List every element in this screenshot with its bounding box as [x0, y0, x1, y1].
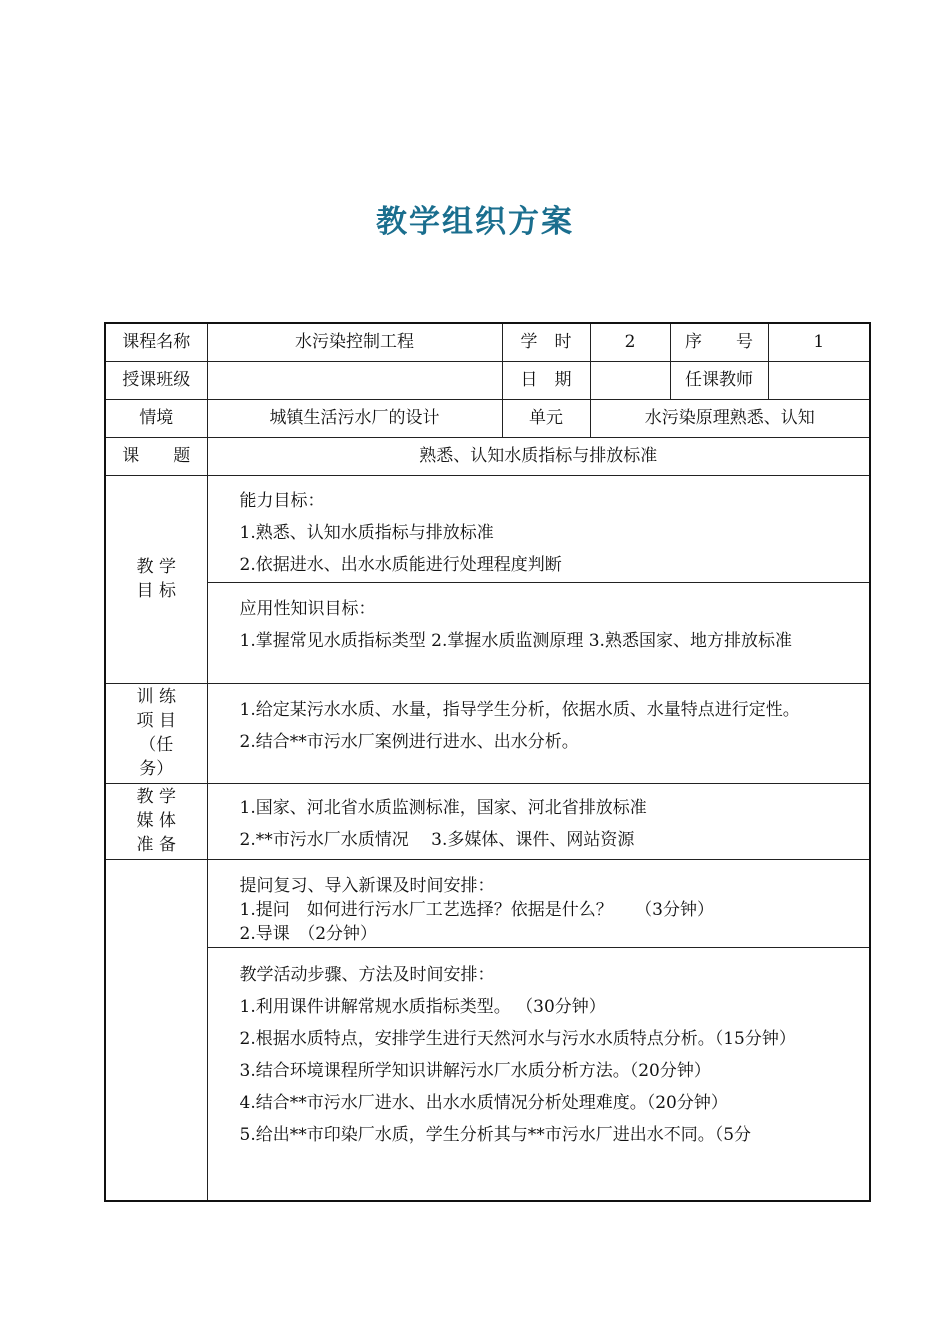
media-label	[105, 783, 207, 859]
teacher-label: 任课教师	[670, 361, 768, 399]
knowledge-goals-row	[105, 582, 870, 683]
training-row	[105, 683, 870, 783]
course-row	[105, 323, 870, 361]
training-item: 2.结合**市污水厂案例进行进水、出水分析。	[239, 731, 579, 752]
topic-value: 熟悉、认知水质指标与排放标准	[207, 437, 870, 475]
knowledge-goals-cell	[207, 582, 870, 683]
training-cell	[207, 683, 870, 783]
scenario-label: 情境	[105, 399, 207, 437]
topic-label: 课 题	[105, 437, 207, 475]
media-cell	[207, 783, 870, 859]
ability-goal-item: 2.依据进水、出水水质能进行处理程度判断	[239, 554, 562, 575]
ability-goal-item: 1.熟悉、认知水质指标与排放标准	[239, 522, 494, 543]
ability-goals-heading: 能力目标：	[239, 490, 325, 511]
date-label: 日 期	[502, 361, 590, 399]
training-label	[105, 683, 207, 783]
class-label: 授课班级	[105, 361, 207, 399]
lesson-plan-table	[104, 322, 871, 1202]
activities-heading: 教学活动步骤、方法及时间安排：	[239, 964, 495, 985]
hours-label: 学 时	[502, 323, 590, 361]
training-label-line: （任	[139, 735, 174, 755]
unit-value: 水污染原理熟悉、认知	[590, 399, 870, 437]
teaching-goals-label-line: 教 学	[136, 557, 176, 577]
activity-item: 5.给出**市印染厂水质，学生分析其与**市污水厂进出水不同。（5分	[239, 1124, 752, 1145]
process-label	[105, 859, 207, 1201]
media-item: 1.国家、河北省水质监测标准，国家、河北省排放标准	[239, 797, 647, 818]
date-value	[590, 361, 670, 399]
hours-value: 2	[590, 323, 670, 361]
activity-item: 4.结合**市污水厂进水、出水水质情况分析处理难度。（20分钟）	[239, 1092, 728, 1113]
knowledge-goals-heading: 应用性知识目标：	[239, 598, 376, 619]
ability-goals-row	[105, 475, 870, 582]
media-label-line: 媒 体	[136, 811, 176, 831]
training-label-line: 训 练	[136, 687, 176, 707]
scenario-row	[105, 399, 870, 437]
topic-row	[105, 437, 870, 475]
training-label-line: 务）	[139, 759, 174, 779]
course-name-label: 课程名称	[105, 323, 207, 361]
teaching-goals-label-line: 目 标	[136, 581, 176, 601]
activity-item: 3.结合环境课程所学知识讲解污水厂水质分析方法。（20分钟）	[239, 1060, 711, 1081]
unit-label: 单元	[502, 399, 590, 437]
media-item: 2.**市污水厂水质情况 3.多媒体、课件、网站资源	[239, 829, 635, 850]
training-label-line: 项 目	[136, 711, 176, 731]
review-item: 1.提问 如何进行污水厂工艺选择？依据是什么？ （3分钟）	[239, 899, 714, 920]
review-row	[105, 859, 870, 947]
activity-item: 1.利用课件讲解常规水质指标类型。 （30分钟）	[239, 996, 606, 1017]
page-title: 教学组织方案	[376, 204, 574, 240]
teacher-value	[768, 361, 870, 399]
sequence-value: 1	[768, 323, 870, 361]
training-item: 1.给定某污水水质、水量，指导学生分析，依据水质、水量特点进行定性。	[239, 699, 800, 720]
review-item: 2.导课 （2分钟）	[239, 923, 378, 944]
activities-row	[105, 947, 870, 1201]
scenario-value: 城镇生活污水厂的设计	[207, 399, 502, 437]
class-value	[207, 361, 502, 399]
activities-cell	[207, 947, 870, 1201]
media-label-line: 准 备	[136, 835, 176, 855]
review-cell	[207, 859, 870, 947]
review-heading: 提问复习、导入新课及时间安排：	[239, 875, 495, 896]
teaching-goals-label	[105, 475, 207, 683]
ability-goals-cell	[207, 475, 870, 582]
sequence-label: 序 号	[670, 323, 768, 361]
activity-item: 2.根据水质特点，安排学生进行天然河水与污水水质特点分析。（15分钟）	[239, 1028, 796, 1049]
media-label-line: 教 学	[136, 787, 176, 807]
course-name-value: 水污染控制工程	[207, 323, 502, 361]
media-row	[105, 783, 870, 859]
knowledge-goals-text: 1.掌握常见水质指标类型 2.掌握水质监测原理 3.熟悉国家、地方排放标准	[239, 630, 792, 651]
class-row	[105, 361, 870, 399]
